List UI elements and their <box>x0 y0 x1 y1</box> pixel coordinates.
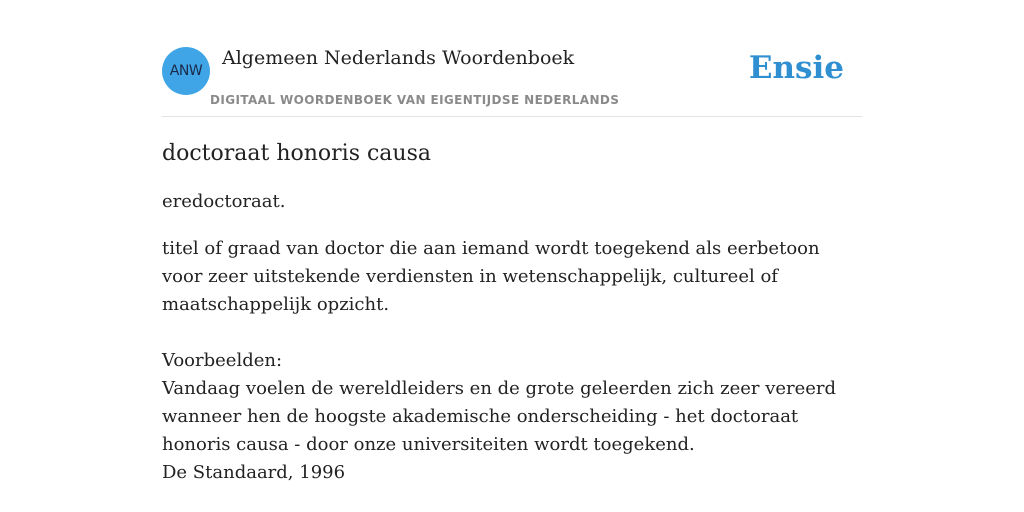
site-header <box>162 40 862 117</box>
short-definition: eredoctoraat. <box>162 191 286 212</box>
example-text: Vandaag voelen de wereldleiders en de grote geleerden zich zeer vereerd wanneer hen de hoogste akademische onderscheiding - het doctoraat honoris causa - door onze universiteiten wordt toegekend. <box>162 378 837 455</box>
anw-logo[interactable]: ANW <box>162 47 210 95</box>
site-title[interactable]: Algemeen Nederlands Woordenboek <box>222 47 575 69</box>
example-source: De Standaard, 1996 <box>162 462 346 483</box>
examples-label: Voorbeelden: <box>162 350 283 371</box>
definition-text: titel of graad van doctor die aan iemand wordt toegekend als eerbetoon voor zeer uitstekende verdiensten in wetenschappelijk, cultureel of maatschappelijk opzicht. <box>162 238 820 315</box>
spacer <box>162 319 862 347</box>
ensie-brand-logo[interactable]: Ensie <box>748 50 844 86</box>
site-subtitle: DIGITAAL WOORDENBOEK VAN EIGENTIJDSE NEDERLANDS <box>210 93 620 107</box>
entry-title: doctoraat honoris causa <box>162 141 431 166</box>
entry-content <box>162 138 862 487</box>
